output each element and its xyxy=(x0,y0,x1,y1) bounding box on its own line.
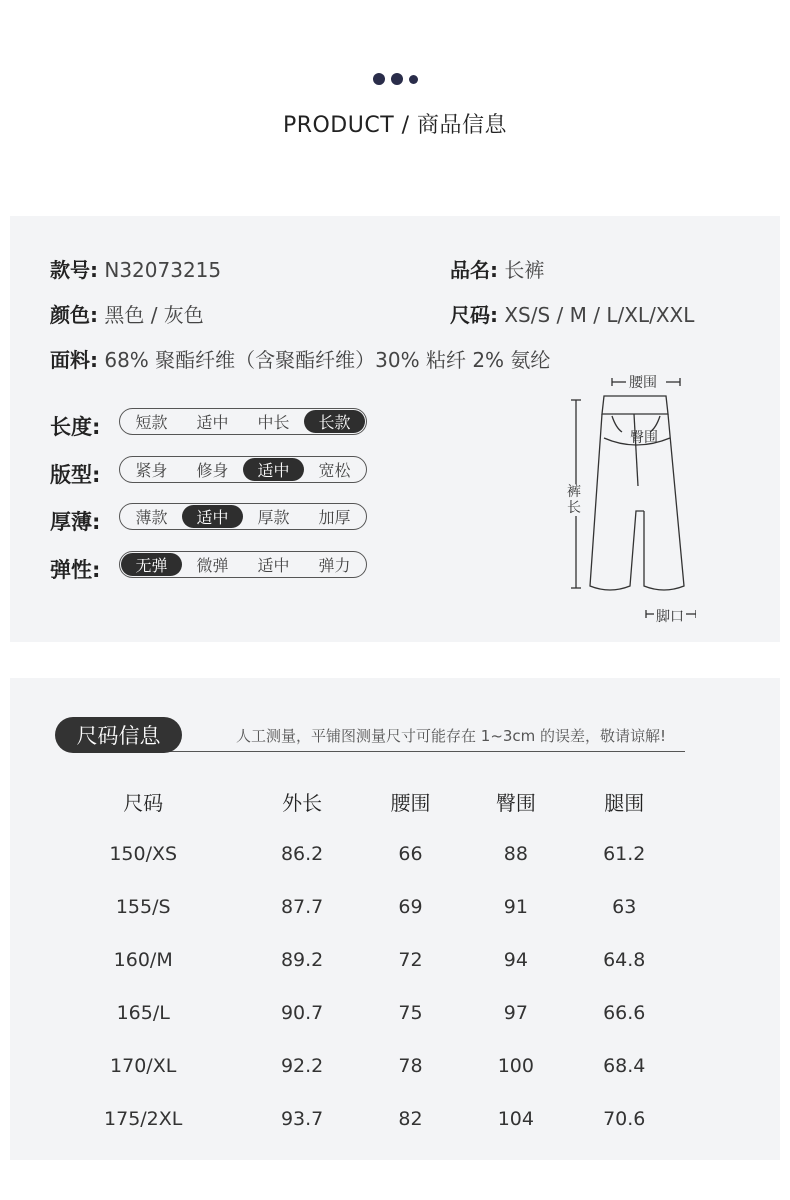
size-row xyxy=(450,299,694,328)
thickness-option: 加厚 xyxy=(318,508,351,527)
elasticity-option: 无弹 xyxy=(121,553,182,576)
elasticity-option: 弹力 xyxy=(318,556,351,575)
model-row xyxy=(50,254,221,283)
table-cell: 89.2 xyxy=(280,948,324,971)
hem-label: 脚口 xyxy=(656,609,684,625)
table-cell: 66 xyxy=(398,842,423,865)
fabric-row xyxy=(50,344,550,373)
table-cell: 63 xyxy=(612,895,637,918)
table-cell: 64.8 xyxy=(603,948,646,971)
model-value: N32073215 xyxy=(104,258,222,282)
length-option: 中长 xyxy=(257,413,290,432)
hip-label: 臀围 xyxy=(630,430,658,446)
table-row xyxy=(40,1092,680,1145)
dot-icon xyxy=(409,75,418,84)
table-cell: 94 xyxy=(503,948,528,971)
waist-label: 腰围 xyxy=(629,375,657,391)
fit-selector xyxy=(119,456,367,483)
table-cell: 160/M xyxy=(113,948,173,971)
size-info-title: 尺码信息 xyxy=(55,717,182,753)
fit-option: 适中 xyxy=(243,458,304,481)
product-info-panel xyxy=(10,216,780,642)
thickness-selector xyxy=(119,503,367,530)
thickness-option: 厚款 xyxy=(257,508,290,527)
name-label: 品名: xyxy=(450,258,498,282)
size-info-panel xyxy=(10,678,780,1160)
size-value: XS/S / M / L/XL/XXL xyxy=(504,303,695,327)
table-cell: 175/2XL xyxy=(104,1107,183,1130)
table-row xyxy=(40,986,680,1039)
table-cell: 78 xyxy=(398,1054,423,1077)
table-cell: 72 xyxy=(398,948,423,971)
table-cell: 165/L xyxy=(116,1001,170,1024)
elasticity-selector xyxy=(119,551,367,578)
column-header: 臀围 xyxy=(495,790,536,815)
page-title: PRODUCT / 商品信息 xyxy=(282,113,508,138)
column-header: 外长 xyxy=(282,790,323,815)
table-cell: 69 xyxy=(398,895,423,918)
dot-icon xyxy=(391,73,403,85)
table-cell: 170/XL xyxy=(110,1054,177,1077)
table-cell: 97 xyxy=(503,1001,528,1024)
fit-option: 宽松 xyxy=(318,461,351,480)
measurement-note: 人工测量，平铺图测量尺寸可能存在 1~3cm 的误差，敬请谅解! xyxy=(236,727,667,745)
table-cell: 86.2 xyxy=(280,842,324,865)
column-header: 腰围 xyxy=(390,790,431,815)
length-option: 长款 xyxy=(304,410,365,433)
table-cell: 91 xyxy=(503,895,528,918)
table-cell: 88 xyxy=(503,842,528,865)
thickness-label: 厚薄: xyxy=(50,510,101,534)
table-cell: 155/S xyxy=(115,895,171,918)
fit-option: 紧身 xyxy=(135,461,168,480)
elasticity-option: 适中 xyxy=(257,556,290,575)
table-cell: 75 xyxy=(398,1001,423,1024)
table-cell: 61.2 xyxy=(603,842,646,865)
elasticity-label: 弹性: xyxy=(50,558,101,582)
model-label: 款号: xyxy=(50,258,98,282)
table-row xyxy=(40,827,680,880)
pants-diagram xyxy=(546,366,696,626)
name-value: 长裤 xyxy=(504,258,545,282)
length-label: 长度: xyxy=(50,415,101,439)
table-cell: 150/XS xyxy=(109,842,178,865)
fabric-value: 68% 聚酯纤维（含聚酯纤维）30% 粘纤 2% 氨纶 xyxy=(104,348,551,372)
table-cell: 68.4 xyxy=(603,1054,646,1077)
color-value: 黑色 / 灰色 xyxy=(104,303,204,327)
table-cell: 100 xyxy=(497,1054,534,1077)
length-option: 适中 xyxy=(196,413,229,432)
fabric-label: 面料: xyxy=(50,348,98,372)
fit-label: 版型: xyxy=(50,463,101,487)
length-label-vertical: 裤长 xyxy=(567,484,581,516)
table-cell: 104 xyxy=(497,1107,534,1130)
table-cell: 92.2 xyxy=(280,1054,324,1077)
size-table xyxy=(40,775,680,1145)
table-cell: 93.7 xyxy=(280,1107,324,1130)
length-option: 短款 xyxy=(135,413,168,432)
table-header-row xyxy=(40,775,680,827)
table-cell: 87.7 xyxy=(280,895,324,918)
table-cell: 82 xyxy=(398,1107,423,1130)
decorative-dots xyxy=(0,73,790,85)
name-row xyxy=(450,254,544,283)
color-row xyxy=(50,299,204,328)
fit-option: 修身 xyxy=(196,461,229,480)
divider xyxy=(160,751,685,752)
length-selector xyxy=(119,408,367,435)
column-header: 腿围 xyxy=(604,790,645,815)
table-cell: 66.6 xyxy=(603,1001,646,1024)
table-cell: 70.6 xyxy=(603,1107,646,1130)
table-row xyxy=(40,880,680,933)
color-label: 颜色: xyxy=(50,303,98,327)
table-row xyxy=(40,933,680,986)
dot-icon xyxy=(373,73,385,85)
column-header: 尺码 xyxy=(123,790,164,815)
elasticity-option: 微弹 xyxy=(196,556,229,575)
thickness-option: 适中 xyxy=(182,505,243,528)
size-label: 尺码: xyxy=(450,303,498,327)
thickness-option: 薄款 xyxy=(135,508,168,527)
table-cell: 90.7 xyxy=(280,1001,324,1024)
table-row xyxy=(40,1039,680,1092)
